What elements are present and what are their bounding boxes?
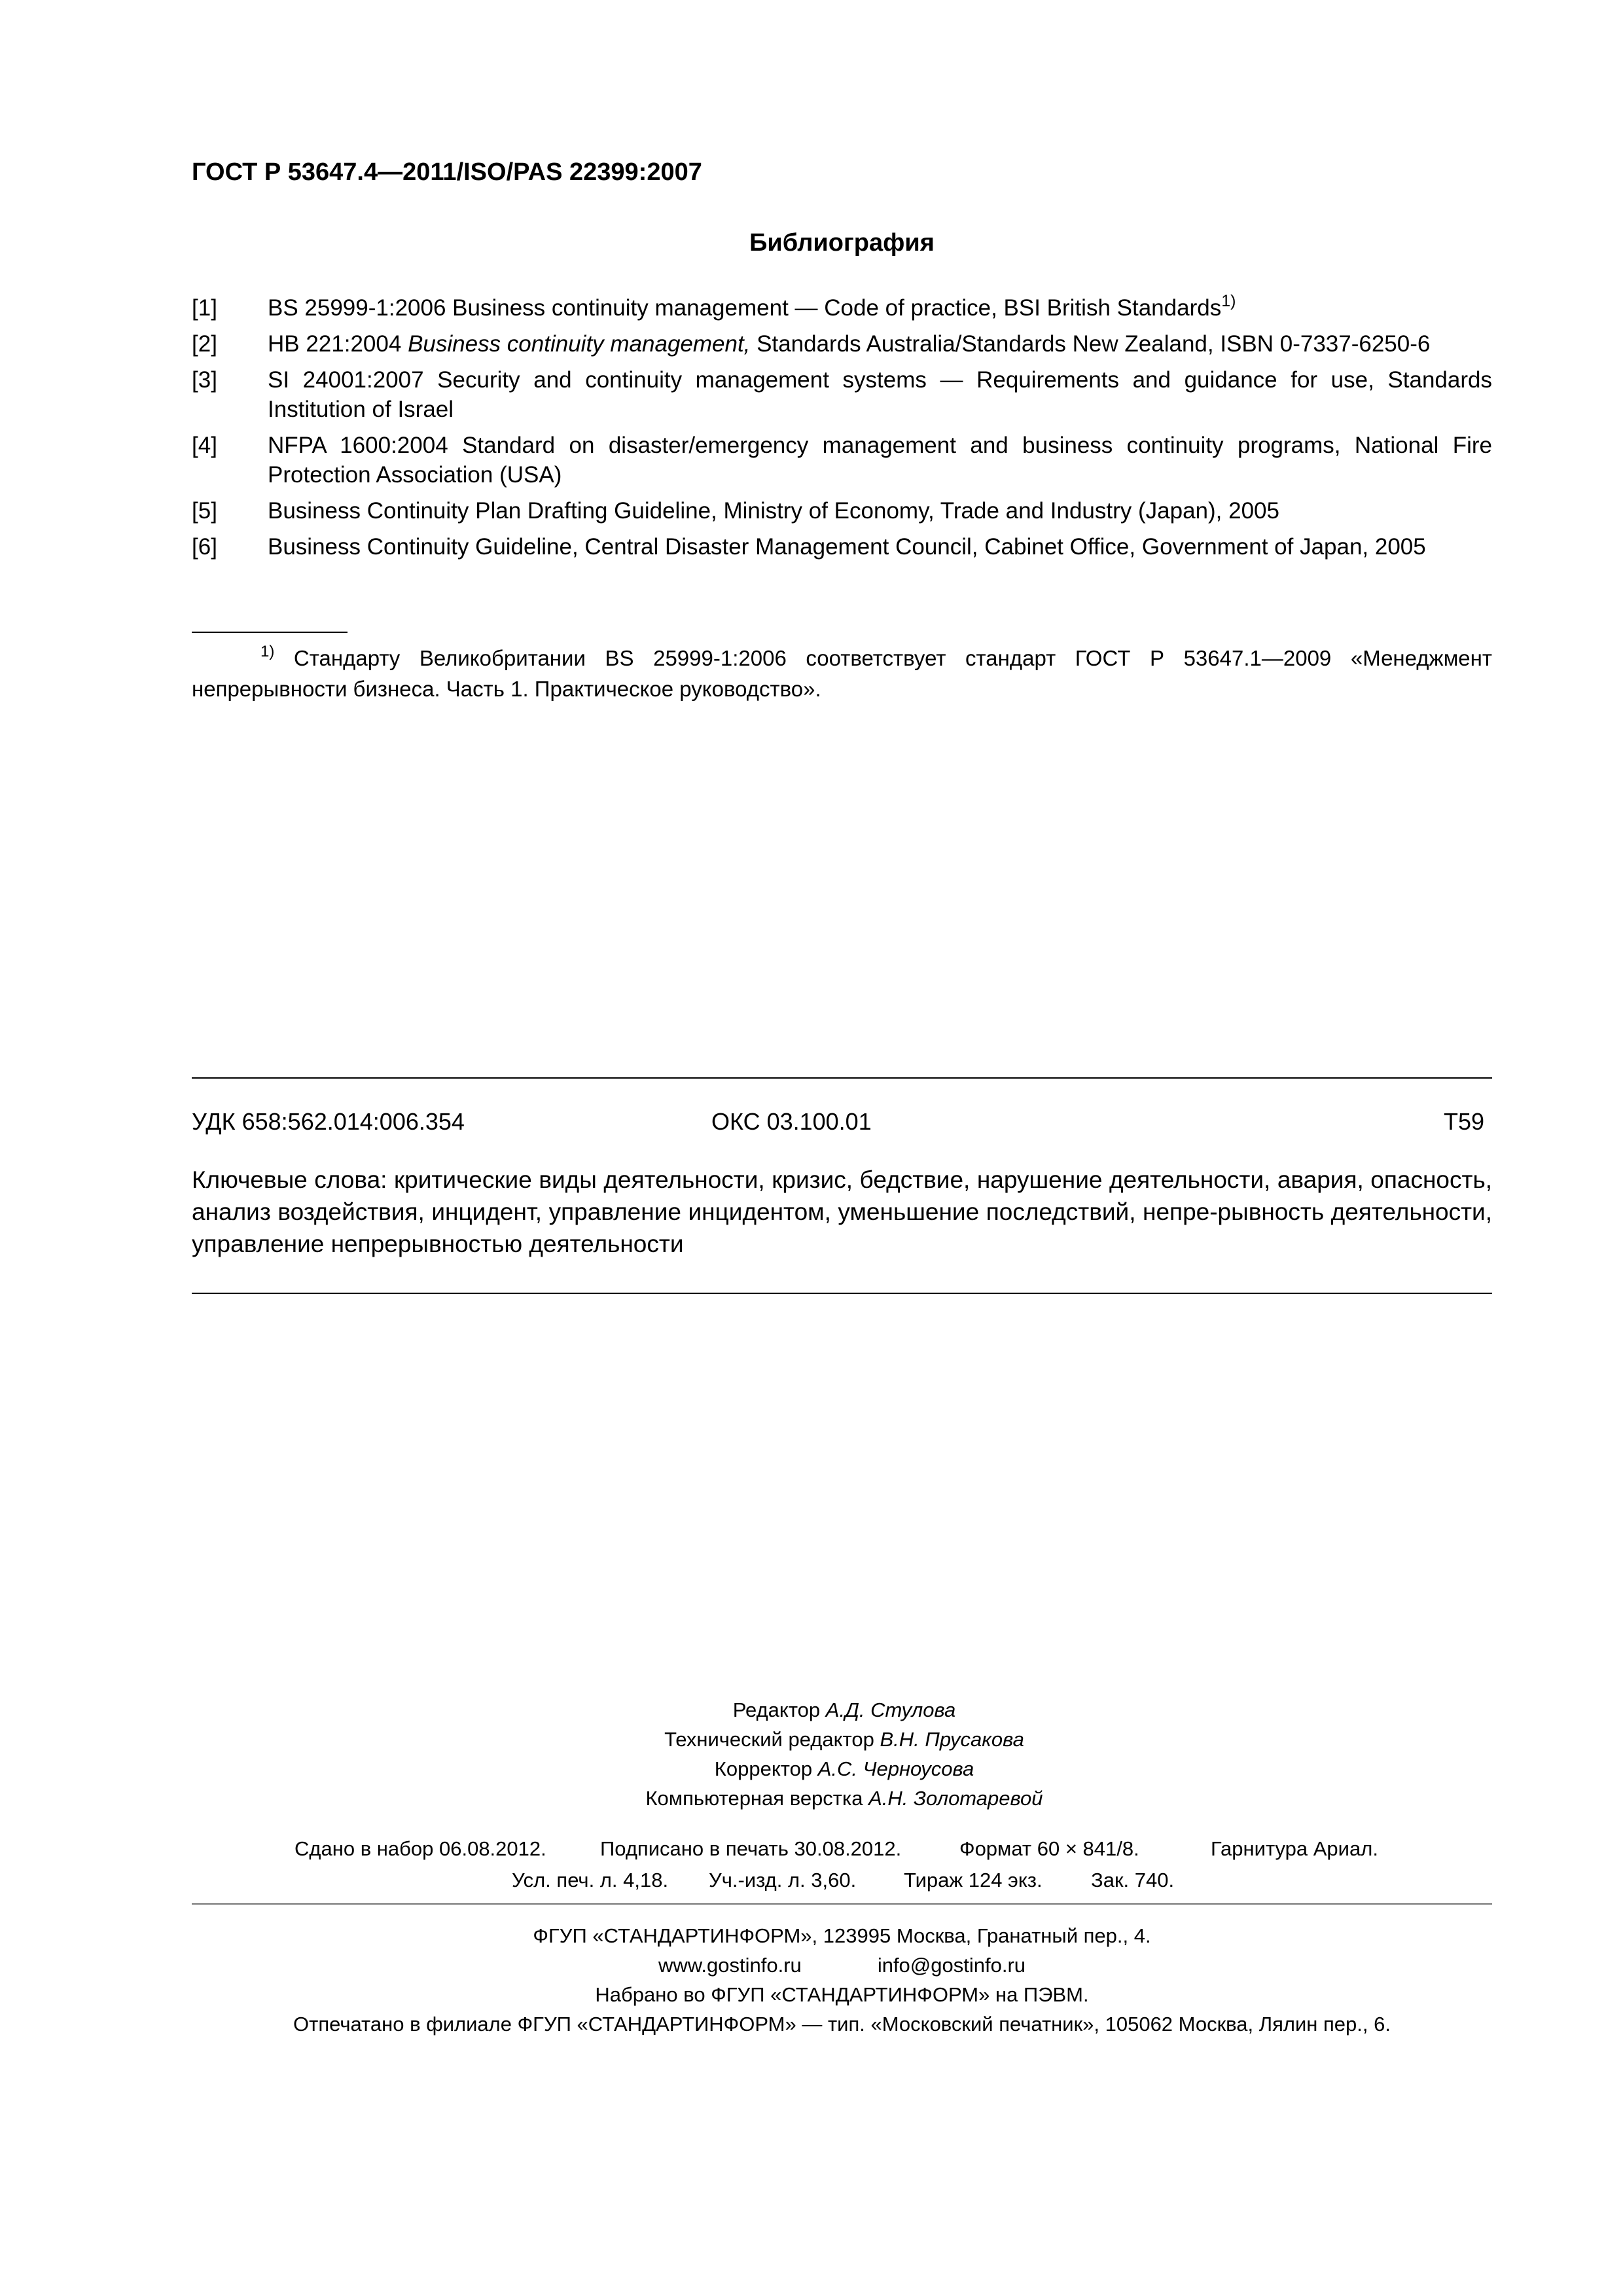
bibliography-list (192, 293, 1492, 568)
publication-details (275, 1834, 1479, 1897)
item-text: Business Continuity Plan Drafting Guideline, Ministry of Economy, Trade and Industry (Japan), 2005 (268, 498, 1279, 524)
credit-role: Технический редактор (664, 1728, 880, 1751)
signed-date: Подписано в печать 30.08.2012. (600, 1837, 902, 1860)
credit-name: А.Д. Стулова (825, 1698, 956, 1721)
bibliography-item (192, 293, 1492, 323)
group-code: Т59 (1443, 1108, 1484, 1135)
publication-row-1 (275, 1834, 1479, 1865)
item-text: Standards Australia/Standards New Zealand, ISBN 0-7337-6250-6 (750, 331, 1431, 357)
item-number: [5] (192, 498, 217, 524)
footnote-divider (192, 632, 348, 633)
publisher-address: ФГУП «СТАНДАРТИНФОРМ», 123995 Москва, Гранатный пер., 4. (533, 1924, 1151, 1947)
publishing-sheets: Уч.-изд. л. 3,60. (709, 1869, 857, 1892)
credit-role: Редактор (732, 1698, 826, 1721)
format-fraction: 1/8. (1105, 1837, 1139, 1860)
bibliography-item (192, 329, 1492, 359)
bibliography-item (192, 496, 1492, 526)
publisher-email: info@gostinfo.ru (877, 1954, 1026, 1977)
item-text: NFPA 1600:2004 Standard on disaster/emergency management and business continuity programs, National Fire Protection Association (USA) (268, 433, 1492, 488)
item-number: [4] (192, 433, 217, 458)
bibliography-item (192, 365, 1492, 424)
credit-editor (458, 1695, 1230, 1725)
item-code: HB 221:2004 (268, 331, 408, 357)
credit-role: Корректор (714, 1757, 818, 1780)
bibliography-item (192, 532, 1492, 562)
classification-bottom-rule (192, 1293, 1492, 1294)
publisher-contacts (192, 1950, 1492, 1980)
credit-tech-editor (458, 1725, 1230, 1754)
credit-name: А.Н. Золотаревой (868, 1787, 1043, 1810)
footnote-mark: 1) (260, 643, 275, 660)
circulation: Тираж 124 экз. (904, 1869, 1043, 1892)
credit-name: А.С. Черноусова (817, 1757, 974, 1780)
classification-top-rule (192, 1077, 1492, 1079)
item-number: [2] (192, 331, 217, 357)
publication-row-2 (275, 1865, 1479, 1897)
item-text: SI 24001:2007 Security and continuity management systems — Requirements and guidance for use, Standards Institution of Israel (268, 367, 1492, 422)
footnote (192, 643, 1492, 704)
publisher-divider (192, 1903, 1492, 1905)
typeset-note: Набрано во ФГУП «СТАНДАРТИНФОРМ» на ПЭВМ. (595, 1983, 1089, 2006)
printed-note: Отпечатано в филиале ФГУП «СТАНДАРТИНФОРМ» — тип. «Московский печатник», 105062 Москва, Лялин пер., 6. (293, 2013, 1391, 2036)
item-title-italic: Business continuity management, (408, 331, 751, 357)
credit-layout (458, 1784, 1230, 1813)
paper-format (959, 1834, 1139, 1863)
credit-proofreader (458, 1754, 1230, 1784)
bibliography-item (192, 431, 1492, 490)
item-number: [6] (192, 534, 217, 560)
item-text: Business Continuity Guideline, Central Disaster Management Council, Cabinet Office, Government of Japan, 2005 (268, 534, 1426, 560)
keywords: Ключевые слова: критические виды деятельности, кризис, бедствие, нарушение деятельности, авария, опасность, анализ воздействия, инцидент, управление инцидентом, уменьшение последствий, непре-рывность деятельности, управление непрерывностью деятельности (192, 1166, 1492, 1257)
udk-code: УДК 658:562.014:006.354 (192, 1108, 465, 1135)
publisher-website: www.gostinfo.ru (658, 1954, 802, 1977)
typeface: Гарнитура Ариал. (1211, 1837, 1378, 1860)
order-number: Зак. 740. (1091, 1869, 1175, 1892)
footnote-ref: 1) (1221, 292, 1236, 310)
item-number: [1] (192, 295, 217, 321)
submitted-date: Сдано в набор 06.08.2012. (294, 1837, 546, 1860)
item-number: [3] (192, 367, 217, 393)
credits-block (458, 1695, 1230, 1813)
footnote-text: Стандарту Великобритании BS 25999-1:2006 соответствует стандарт ГОСТ Р 53647.1—2009 «Менеджмент непрерывности бизнеса. Часть 1. Практическое руководство». (192, 646, 1492, 701)
publisher-block (192, 1921, 1492, 2039)
item-text: BS 25999-1:2006 Business continuity management — Code of practice, BSI British Standards (268, 295, 1222, 321)
credit-role: Компьютерная верстка (645, 1787, 869, 1810)
oks-code: ОКС 03.100.01 (711, 1108, 872, 1135)
document-header: ГОСТ Р 53647.4—2011/ISO/PAS 22399:2007 (192, 158, 702, 186)
classification-row (192, 1108, 1492, 1138)
bibliography-title: Библиография (749, 229, 935, 257)
print-sheets: Усл. печ. л. 4,18. (512, 1869, 669, 1892)
credit-name: В.Н. Прусакова (880, 1728, 1024, 1751)
format-value: Формат 60 × 84 (959, 1837, 1106, 1860)
